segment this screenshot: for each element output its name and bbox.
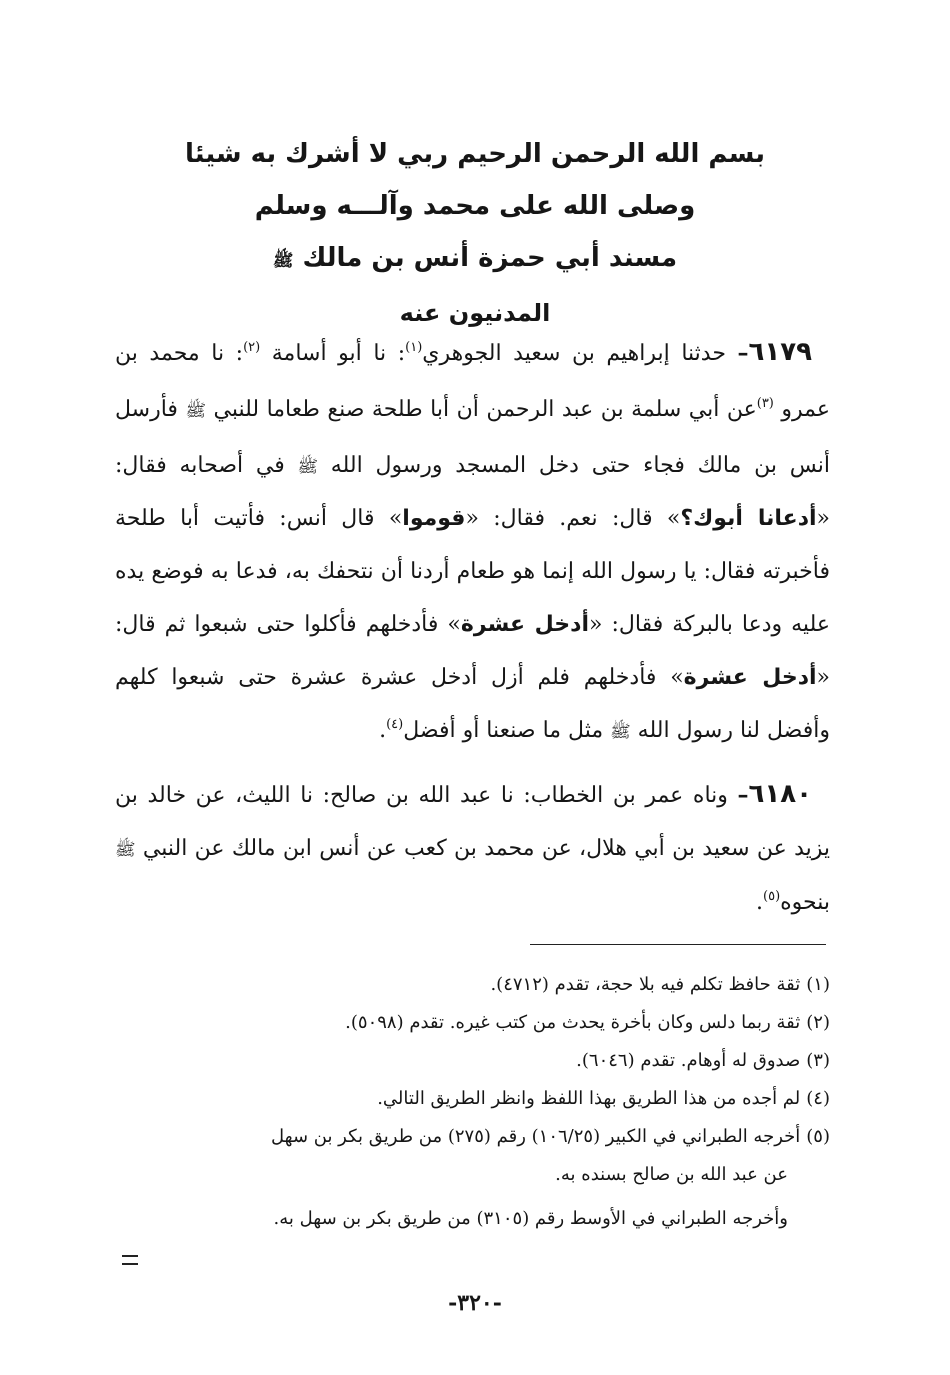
footnote-number: (٢) — [806, 1012, 830, 1033]
footnote-text: ثقة حافظ تكلم فيه بلا حجة، تقدم (٤٧١٢). — [490, 974, 801, 995]
footnote-item — [170, 1118, 830, 1156]
text-segment: . — [756, 889, 763, 915]
prophetic-words: قوموا — [402, 506, 466, 532]
footnote-ref: (٢) — [243, 340, 261, 355]
margin-mark — [122, 1255, 138, 1265]
text-segment: عن أبي سلمة بن عبد الرحمن أن أبا طلحة صنع طعاما للنبي — [205, 396, 757, 422]
footnote-continuation: وأخرجه الطبراني في الأوسط رقم (٣١٠٥) من طريق بكر بن سهل به. — [273, 1208, 788, 1229]
hadith-number: ٦١٨٠ — [748, 779, 812, 810]
salawat-line: وصلى الله على محمد وآلـــه وسلم — [254, 191, 696, 221]
footnote-ref: (١) — [405, 340, 423, 355]
text-segment: بنحوه — [780, 889, 830, 915]
hadith-number: ٦١٧٩ — [748, 337, 812, 367]
text-segment: . — [379, 717, 387, 743]
musnad-title — [150, 232, 800, 287]
footnotes — [170, 966, 830, 1238]
page-number: -٣٢٠- — [448, 1290, 502, 1316]
footnote-ref: (٤) — [386, 716, 404, 732]
footnote-text: صدوق له أوهام. تقدم (٦٠٤٦). — [576, 1050, 801, 1071]
text-segment: وناه عمر بن الخطاب: نا عبد الله بن صالح: نا الليث، عن خالد بن يزيد عن سعيد بن أبي هلال، عن محمد بن كعب عن أنس ابن مالك عن النبي — [115, 783, 830, 862]
text-segment: فأرسل أنس بن مالك فجاء حتى دخل المسجد ورسول الله — [115, 396, 830, 478]
footnote-item — [170, 966, 830, 1004]
prophetic-words: أدعانا أبوك؟ — [680, 506, 817, 532]
footnote-divider — [530, 944, 826, 945]
text-segment: مثل ما صنعنا أو أفضل — [403, 717, 611, 743]
footnote-ref: (٣) — [756, 395, 774, 411]
text-segment: حدثنا إبراهيم بن سعيد الجوهري — [422, 341, 738, 366]
footnote-item — [170, 1042, 830, 1080]
footnote-continuation: عن عبد الله بن صالح بسنده به. — [555, 1164, 788, 1185]
salla-mark: ﷺ — [115, 840, 136, 861]
footnote-number: (٤) — [806, 1088, 830, 1109]
honorific-mark: ﷺ — [272, 251, 294, 271]
hadith-dash: – — [737, 782, 749, 809]
prophetic-words: أدخل عشرة — [683, 664, 817, 690]
footnote-text: ثقة ربما دلس وكان بأخرة يحدث من كتب غيره. تقدم (٥٠٩٨). — [345, 1012, 801, 1033]
text-segment: » فأدخلهم فأكلوا حتى شبعوا ثم قال: « — [115, 611, 830, 690]
text-segment: : نا أبو أسامة — [260, 341, 406, 366]
text-segment: في أصحابه فقال: « — [115, 452, 830, 532]
text-segment: » فأدخلهم فلم أزل أدخل عشرة عشرة حتى شبعوا كلهم وأفضل لنا رسول الله — [115, 664, 830, 743]
section-title: المدنيون عنه — [399, 299, 551, 327]
footnote-number: (١) — [806, 974, 830, 995]
hadith-dash: – — [737, 340, 749, 366]
basmala-line: بسم الله الرحمن الرحيم ربي لا أشرك به شيئا — [184, 139, 766, 169]
text-segment: » قال: نعم. فقال: « — [465, 506, 681, 532]
salla-mark: ﷺ — [185, 400, 206, 421]
text-segment: » قال أنس: فأتيت أبا طلحة فأخبرته فقال: يا رسول الله إنما هو طعام أردنا أن نتحفك به، فدعا به فوضع يده عليه ودعا بالبركة فقال: « — [115, 506, 830, 637]
salla-mark: ﷺ — [610, 721, 631, 742]
salla-mark: ﷺ — [297, 456, 319, 477]
prophetic-words: أدخل عشرة — [460, 611, 589, 637]
footnote-ref: (٥) — [763, 888, 781, 904]
footnote-item — [170, 1004, 830, 1042]
footnote-text: لم أجده من هذا الطريق بهذا اللفظ وانظر الطريق التالي. — [377, 1088, 801, 1109]
footnote-number: (٥) — [806, 1126, 830, 1147]
musnad-title-text: مسند أبي حمزة أنس بن مالك — [302, 243, 678, 273]
footnote-item — [170, 1080, 830, 1118]
hadith-6180 — [115, 768, 830, 932]
hadith-6179 — [115, 326, 830, 760]
footnote-text: أخرجه الطبراني في الكبير (١٠٦/٢٥) رقم (٢٧٥) من طريق بكر بن سهل — [271, 1126, 801, 1147]
footnote-number: (٣) — [806, 1050, 830, 1071]
main-text — [115, 326, 830, 933]
page-header — [150, 128, 800, 339]
text-segment: : نا محمد بن عمرو — [115, 341, 830, 422]
